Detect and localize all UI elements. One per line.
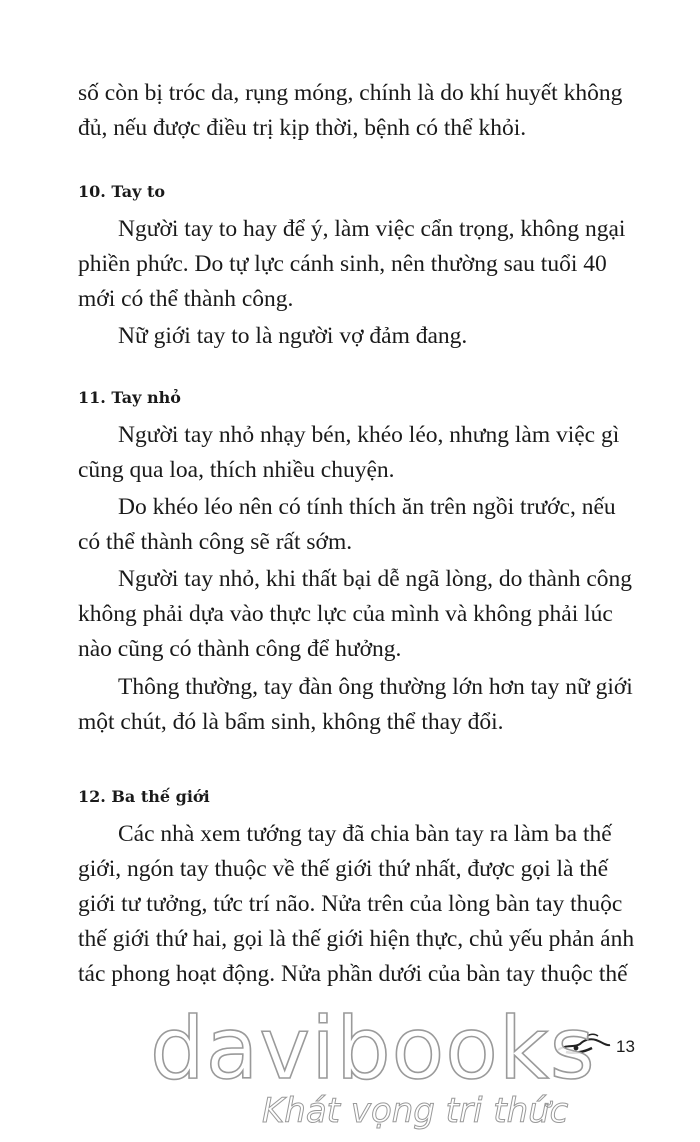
text-line: số còn bị tróc da, rụng móng, chính là do khí huyết không xyxy=(78,80,623,106)
text-line: Người tay nhỏ, khi thất bại dễ ngã lòng, do thành công xyxy=(118,566,633,592)
section-11-paragraph-3 xyxy=(78,562,638,667)
page-number: 13 xyxy=(616,1037,635,1056)
text-line: mới có thể thành công. xyxy=(78,286,294,312)
section-10-heading: 10. Tay to xyxy=(78,182,166,201)
text-line: giới tư tưởng, tức trí não. Nửa trên của lòng bàn tay thuộc xyxy=(78,891,623,917)
text-line: không phải dựa vào thực lực của mình và không phải lúc xyxy=(78,601,613,627)
text-line: có thể thành công sẽ rất sớm. xyxy=(78,529,353,555)
section-10-paragraph-1 xyxy=(78,212,638,317)
section-12-paragraph-1 xyxy=(78,817,638,992)
watermark-brand: davibooks xyxy=(150,999,596,1099)
text-line: thế giới thứ hai, gọi là thế giới hiện thực, chủ yếu phản ánh xyxy=(78,926,635,952)
text-line: phiền phức. Do tự lực cánh sinh, nên thường sau tuổi 40 xyxy=(78,251,607,277)
watermark-slogan: Khát vọng tri thức xyxy=(262,1091,569,1131)
section-10-paragraph-2 xyxy=(78,319,638,354)
text-line: một chút, đó là bẩm sinh, không thể thay đổi. xyxy=(78,709,504,735)
text-line: Nữ giới tay to là người vợ đảm đang. xyxy=(118,323,468,349)
section-12-heading: 12. Ba thế giới xyxy=(78,787,210,806)
text-line: cũng qua loa, thích nhiều chuyện. xyxy=(78,457,395,483)
section-11-paragraph-2 xyxy=(78,490,638,560)
text-line: giới, ngón tay thuộc về thế giới thứ nhất, được gọi là thế xyxy=(78,856,609,882)
text-line: Người tay to hay để ý, làm việc cẩn trọng, không ngại xyxy=(118,216,626,242)
text-line: Thông thường, tay đàn ông thường lớn hơn tay nữ giới xyxy=(118,674,633,700)
text-line: tác phong hoạt động. Nửa phần dưới của bàn tay thuộc thế xyxy=(78,961,628,987)
text-line: nào cũng có thành công để hưởng. xyxy=(78,636,402,662)
section-11-heading: 11. Tay nhỏ xyxy=(78,388,181,407)
section-11-paragraph-1 xyxy=(78,418,638,488)
section-11-paragraph-4 xyxy=(78,670,638,740)
continuation-paragraph xyxy=(78,76,638,146)
text-line: Các nhà xem tướng tay đã chia bàn tay ra làm ba thế xyxy=(118,821,612,847)
text-line: Do khéo léo nên có tính thích ăn trên ngồi trước, nếu xyxy=(118,494,616,520)
text-line: đủ, nếu được điều trị kịp thời, bệnh có thể khỏi. xyxy=(78,115,527,141)
text-line: Người tay nhỏ nhạy bén, khéo léo, nhưng làm việc gì xyxy=(118,422,620,448)
